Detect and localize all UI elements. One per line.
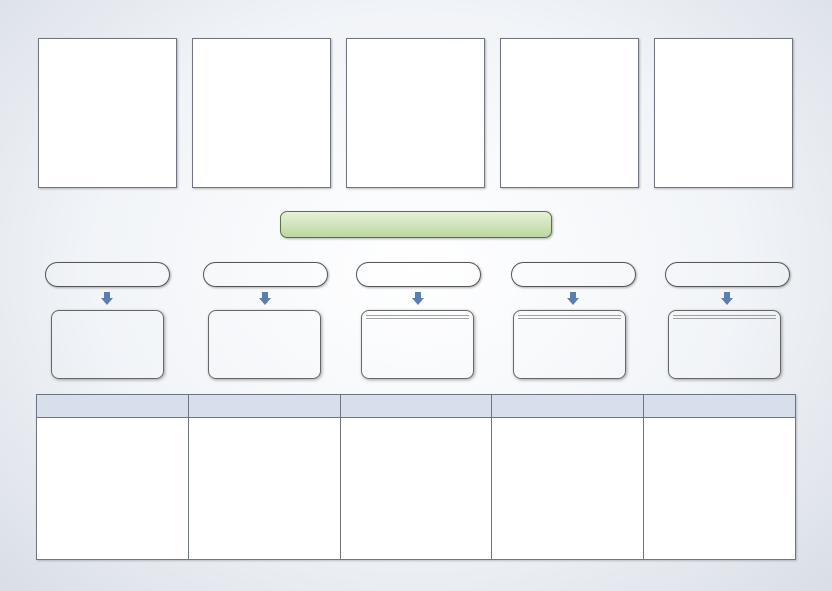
column-header (37, 395, 188, 418)
column-header (644, 395, 795, 418)
points-pill-tr3 (356, 262, 481, 287)
level-line-2 (366, 318, 469, 320)
down-arrow-icon (101, 292, 113, 306)
composition-column (37, 395, 189, 559)
definitions-table (36, 394, 796, 560)
points-pill-tr5 (665, 262, 790, 287)
column-header (492, 395, 643, 418)
points-pill-tr2 (203, 262, 328, 287)
echogenicity-column (189, 395, 341, 559)
down-arrow-icon (259, 292, 271, 306)
margin-column (492, 395, 644, 559)
shape-box (346, 38, 485, 188)
add-points-banner (280, 211, 552, 238)
down-arrow-icon (721, 292, 733, 306)
column-header (189, 395, 340, 418)
level-line-2 (518, 318, 621, 320)
column-header (341, 395, 492, 418)
down-arrow-icon (567, 292, 579, 306)
level-line-1 (366, 315, 469, 317)
level-line-1 (518, 315, 621, 317)
echogenic-foci-column (644, 395, 795, 559)
level-line-2 (673, 318, 776, 320)
tr4-box (513, 310, 626, 379)
tr1-box (51, 310, 164, 379)
tr2-box (208, 310, 321, 379)
level-line-1 (673, 315, 776, 317)
margin-box (500, 38, 639, 188)
echogenicity-box (192, 38, 331, 188)
shape-column (341, 395, 493, 559)
echogenic-foci-box (654, 38, 793, 188)
points-pill-tr4 (511, 262, 636, 287)
down-arrow-icon (412, 292, 424, 306)
points-pill-tr1 (45, 262, 170, 287)
tr5-box (668, 310, 781, 379)
tr3-box (361, 310, 474, 379)
composition-box (38, 38, 177, 188)
